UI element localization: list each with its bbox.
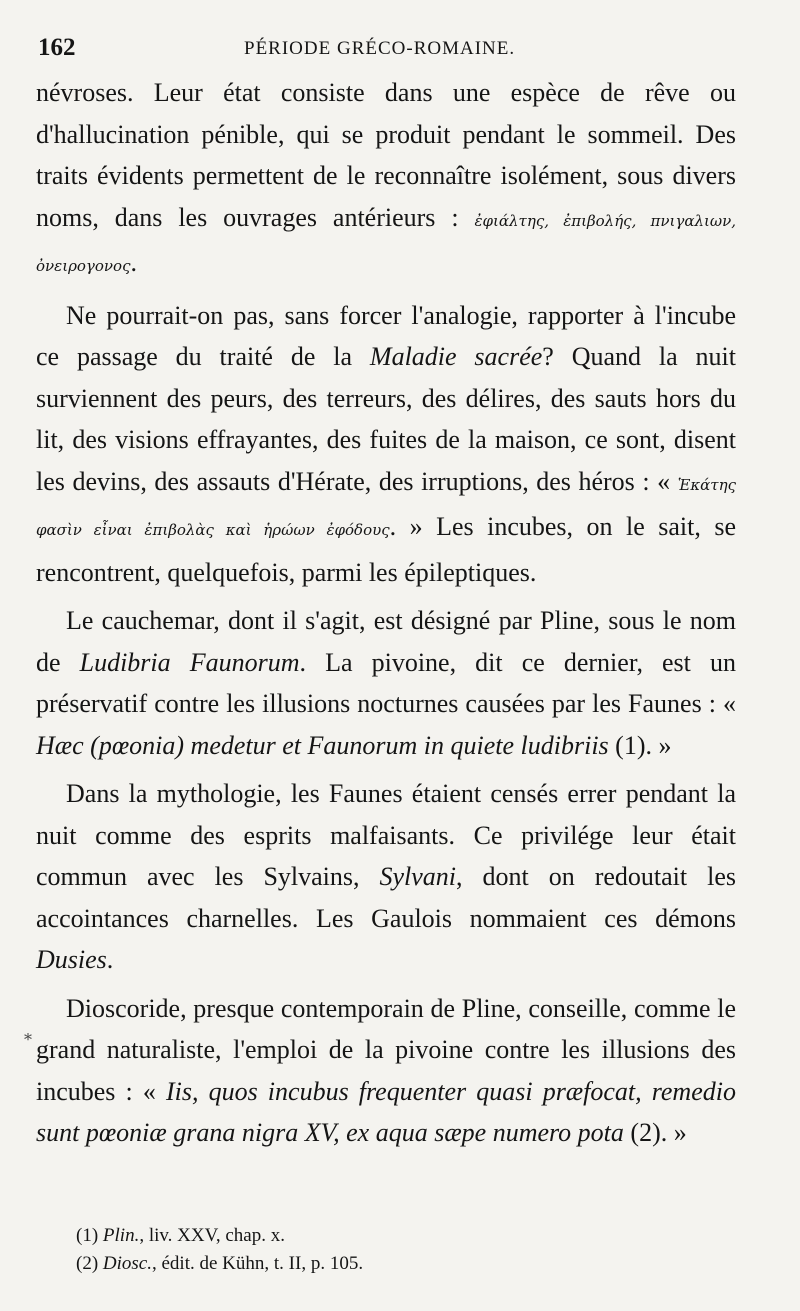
page-number: 162: [38, 34, 76, 61]
body-text: [36, 72, 736, 1161]
paragraph-4: [36, 773, 736, 981]
maladie-sacree-title: Maladie sacrée: [369, 342, 543, 371]
paragraph-1-text: névroses. Leur état consiste dans une espèce de rêve ou d'hallucination pénible, qui se produit pendant le sommeil. Des traits évidents permettent de le reconnaître isolément, sous divers noms, dans les ouvrages antérieurs :: [36, 78, 736, 232]
paragraph-3: [36, 600, 736, 766]
paragraph-5-text: Dioscoride, presque contemporain de Pline, conseille, comme le grand naturaliste, l'emploi de la pivoine contre les illusions des incubes : «: [36, 993, 736, 1106]
footnote-1-number: (1): [76, 1225, 103, 1246]
paragraph-2-end: . » Les incubes, on le sait, se rencontrent, quelquefois, parmi les épileptiques.: [36, 512, 736, 587]
footnote-2-author: Diosc.: [102, 1253, 152, 1274]
paragraph-5-end: (2). »: [623, 1118, 687, 1147]
paragraph-3-text-cont: . La pivoine, dit ce dernier, est un préservatif contre les illusions nocturnes causées par les Faunes : «: [36, 647, 736, 718]
paragraph-4-text: Dans la mythologie, les Faunes étaient censés errer pendant la nuit comme des esprits malfaisants. Ce privilége leur était commun avec les Sylvains,: [36, 779, 736, 891]
dusies-term: Dusies: [36, 945, 107, 974]
paragraph-2-text-cont: ? Quand la nuit surviennent des peurs, des terreurs, des délires, des sauts hors du lit, des visions effrayantes, des fuites de la maison, ce sont, disent les devins, des assauts d'Hérate, des irruptions, des héros : «: [36, 342, 736, 496]
footnote-2-number: (2): [76, 1253, 103, 1274]
paragraph-3-text: Le cauchemar, dont il s'agit, est désigné par Pline, sous le nom de: [36, 606, 736, 677]
footnote-1-text: , liv. XXV, chap. x.: [139, 1225, 285, 1246]
paragraph-3-end: (1). »: [608, 730, 672, 760]
footnote-1: [76, 1222, 696, 1250]
latin-quote-pline: Hæc (pœonia) medetur et Faunorum in quiete ludibriis: [36, 730, 609, 760]
footnote-2-text: , édit. de Kühn, t. II, p. 105.: [151, 1253, 364, 1274]
margin-mark: *: [24, 1030, 32, 1049]
greek-quote: Ἑκάτης φασὶν εἶναι ἐπιβολὰς καὶ ἡρώων ἐφόδους: [36, 475, 736, 539]
running-title: PÉRIODE GRÉCO-ROMAINE.: [244, 38, 516, 59]
page-header: [38, 34, 718, 64]
footnotes: [76, 1222, 696, 1278]
paragraph-2-text: Ne pourrait-on pas, sans forcer l'analogie, rapporter à l'incube ce passage du traité de la: [36, 300, 736, 371]
paragraph-5: [36, 988, 736, 1154]
paragraph-1-end: .: [130, 248, 137, 277]
ludibria-faunorum: Ludibria Faunorum: [79, 647, 300, 677]
latin-quote-dioscoride: Iis, quos incubus frequenter quasi præfocat, remedio sunt pœoniæ grana nigra XV, ex aqua sæpe numero pota: [36, 1076, 736, 1147]
paragraph-4-text-cont: , dont on redoutait les accointances charnelles. Les Gaulois nommaient ces démons: [36, 862, 736, 933]
paragraph-4-end: .: [106, 945, 114, 974]
footnote-1-author: Plin.: [102, 1225, 140, 1246]
paragraph-2: [36, 295, 736, 594]
greek-terms: ἐφιάλτης, ἐπιβολής, πνιγαλιων, ὀνειρογονος: [36, 211, 736, 275]
paragraph-1: [36, 72, 736, 288]
footnote-2: [76, 1250, 696, 1278]
sylvani-term: Sylvani: [379, 862, 457, 891]
